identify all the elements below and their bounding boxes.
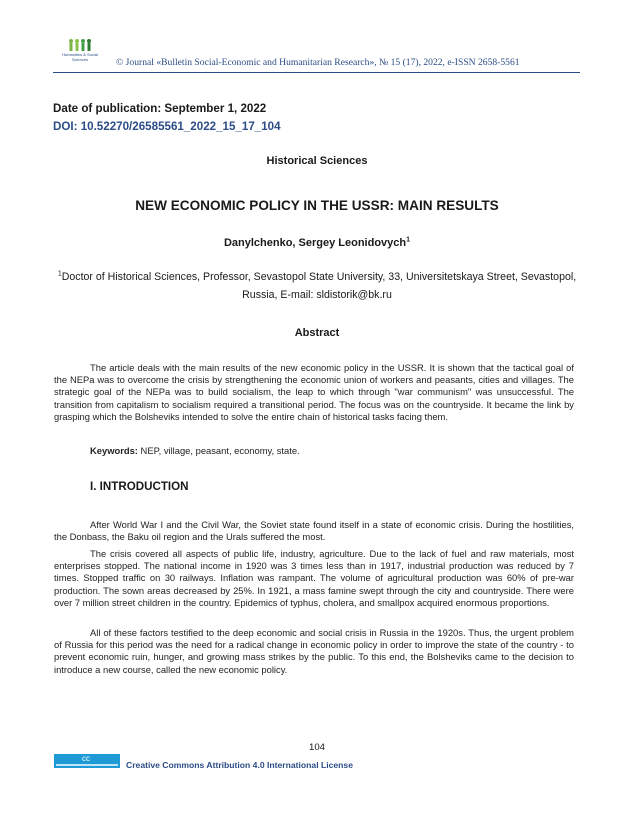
keywords-label: Keywords: [90, 445, 138, 456]
author-text: Danylchenko, Sergey Leonidovych [223, 237, 407, 249]
body-paragraph: All of these factors testified to the deep economic and social crisis in Russia in the 1920s. Thus, the urgent problem of Russia for this period was the need for a radical change in economic policy in order to improve the state of the country - to prevent economic ruin, hunger, and growing mass strikes by the public. To this end, the Bolsheviks came to the decision to introduce a new course, called the new economic policy. [54, 627, 574, 675]
author-affiliation [53, 268, 581, 304]
journal-logo [60, 38, 100, 70]
author-footnote-marker: 1 [406, 236, 411, 244]
people-figures-icon [67, 38, 93, 52]
body-paragraph: The crisis covered all aspects of public life, industry, agriculture. Due to the lack of fuel and raw materials, most enterprises stopped. The national income in 1920 was 3 times less than in 1917, industrial production was reduced by 7 times. Stopped traffic on 30 railways. Inflation was rampant. The volume of agricultural production was 60% of pre-war production. The sown areas decreased by 25%. In 1921, a mass famine swept through the city and countryside. There were over 7 million street children in the country. Epidemics of typhus, cholera, and smallpox acquired enormous proportions. [54, 548, 574, 608]
cc-badge-bar [56, 764, 118, 766]
abstract-text: The article deals with the main results of the new economic policy in the USSR. It is shown that the tactical goal of the NEPa was to overcome the crisis by strengthening the economic union of workers and peasants, cities and villages. The strategic goal of the NEPa was to build socialism, the leap to which through "war communism" was unsuccessful. The transition from capitalism to socialism required a transitional period. The focus was on the countryside. It became the link by grasping which the Bolsheviks intended to solve the entire chain of historical tasks facing them. [54, 362, 574, 422]
journal-header [60, 38, 580, 72]
header-divider [53, 72, 580, 73]
cc-logo-text: cc [82, 754, 90, 763]
body-paragraph: After World War I and the Civil War, the Soviet state found itself in a state of economic crisis. During the hostilities, the Donbass, the Baku oil region and the Urals suffered the most. [54, 519, 574, 543]
license-text[interactable]: Creative Commons Attribution 4.0 International License [126, 760, 353, 770]
article-title: NEW ECONOMIC POLICY IN THE USSR: MAIN RESULTS [135, 198, 499, 213]
page-number: 104 [308, 742, 325, 753]
abstract-heading: Abstract [294, 327, 340, 339]
doi-link[interactable]: DOI: 10.52270/26585561_2022_15_17_104 [53, 120, 281, 133]
introduction-heading: I. INTRODUCTION [90, 480, 189, 493]
affiliation-marker: 1 [57, 270, 62, 278]
section-label: Historical Sciences [266, 155, 368, 167]
author-name [53, 237, 581, 249]
keywords-list: NEP, village, peasant, economy, state. [137, 445, 300, 456]
affiliation-text: Doctor of Historical Sciences, Professor, Sevastopol State University, 33, Universitetskaya Street, Sevastopol, Russia, E-mail: sldistorik@bk.ru [61, 271, 577, 301]
creative-commons-badge[interactable] [54, 754, 120, 768]
keywords [90, 445, 300, 456]
logo-text: Humanities & Social Sciences [62, 52, 98, 62]
publication-date: Date of publication: September 1, 2022 [53, 102, 267, 115]
journal-citation: © Journal «Bulletin Social-Economic and Humanitarian Research», № 15 (17), 2022, e-ISSN 2658-5561 [116, 57, 520, 68]
